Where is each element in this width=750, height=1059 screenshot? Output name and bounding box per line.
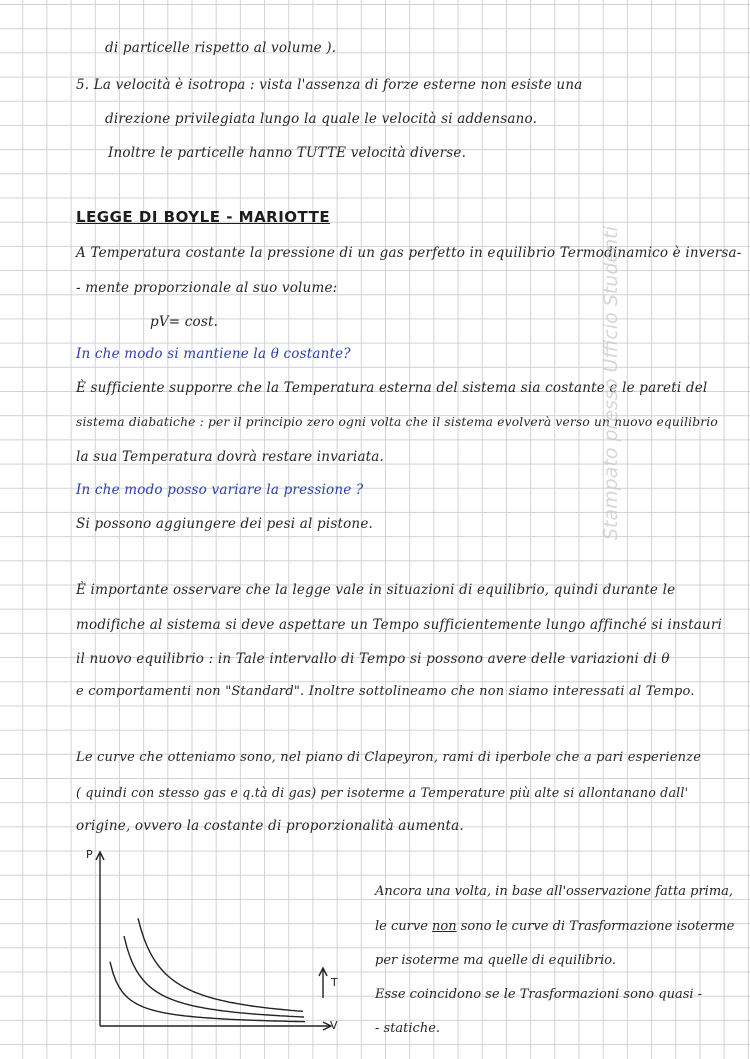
text-line-sufficient-1: È sufficiente supporre che la Temperatura esterna del sistema sia costante e le pareti del: [76, 380, 708, 396]
isotherm-graph: [80, 848, 370, 1038]
text-line-direction: direzione privilegiata lungo la quale le velocità si addensano.: [105, 111, 538, 127]
side-note-line-4: Esse coincidono se le Trasformazioni sono quasi -: [375, 987, 703, 1002]
text-line-sufficient-2: sistema diabatiche : per il principio zero ogni volta che il sistema evolverà verso un nuovo equilibrio: [76, 415, 718, 429]
side-note-line-3: per isoterme ma quelle di equilibrio.: [375, 953, 616, 968]
side-note-emphasis: non: [432, 919, 457, 934]
formula-pv-const: pV= cost.: [150, 314, 219, 330]
text-line-sufficient-3: la sua Temperatura dovrà restare invariata.: [76, 449, 385, 465]
text-line-weights: Si possono aggiungere dei pesi al pistone.: [76, 516, 374, 532]
text-line-law-2: - mente proporzionale al suo volume:: [76, 280, 338, 296]
x-axis-label: V: [330, 1019, 338, 1032]
y-axis-label: P: [86, 848, 93, 861]
isotherm-curve-2: [124, 936, 304, 1017]
text-line-equilibrium-1: È importante osservare che la legge vale in situazioni di equilibrio, quindi durante le: [76, 582, 676, 598]
watermark: Stampato presso Ufficio Studenti: [600, 226, 622, 540]
side-note-line-2-pre: le curve: [375, 919, 433, 934]
text-line-isotropy: 5. La velocità è isotropa : vista l'assenza di forze esterne non esiste una: [76, 77, 583, 93]
text-line-curves-3: origine, ovvero la costante di proporzionalità aumenta.: [76, 818, 464, 834]
isotherm-curve-1: [110, 962, 305, 1022]
side-note-line-2-post: sono le curve di Trasformazione isoterme: [456, 919, 735, 934]
side-note-line-2: [375, 919, 734, 934]
text-line-law-1: A Temperatura costante la pressione di un gas perfetto in equilibrio Termodinamico è inversa-: [76, 245, 742, 261]
text-line-particles: di particelle rispetto al volume ).: [105, 40, 337, 56]
isotherm-graph-svg: [80, 848, 370, 1038]
section-title: LEGGE DI BOYLE - MARIOTTE: [76, 208, 331, 226]
isotherm-curve-3: [138, 918, 303, 1011]
text-line-velocities: Inoltre le particelle hanno TUTTE velocità diverse.: [108, 145, 467, 161]
question-pressure: In che modo posso variare la pressione ?: [76, 482, 364, 498]
side-note-line-1: Ancora una volta, in base all'osservazione fatta prima,: [375, 884, 734, 899]
text-line-equilibrium-4: e comportamenti non "Standard". Inoltre sottolineamo che non siamo interessati al Tempo.: [76, 684, 695, 699]
side-note-line-5: - statiche.: [375, 1021, 441, 1036]
text-line-curves-2: ( quindi con stesso gas e q.tà di gas) per isoterme a Temperature più alte si allontanano dall': [76, 785, 689, 800]
text-line-equilibrium-2: modifiche al sistema si deve aspettare un Tempo sufficientemente lungo affinché si instauri: [76, 617, 723, 633]
temperature-label: T: [331, 976, 338, 989]
text-line-equilibrium-3: il nuovo equilibrio : in Tale intervallo di Tempo si possono avere delle variazioni di θ: [76, 651, 670, 667]
text-line-curves-1: Le curve che otteniamo sono, nel piano di Clapeyron, rami di iperbole che a pari esperienze: [76, 750, 702, 765]
question-temperature: In che modo si mantiene la θ costante?: [76, 346, 351, 362]
